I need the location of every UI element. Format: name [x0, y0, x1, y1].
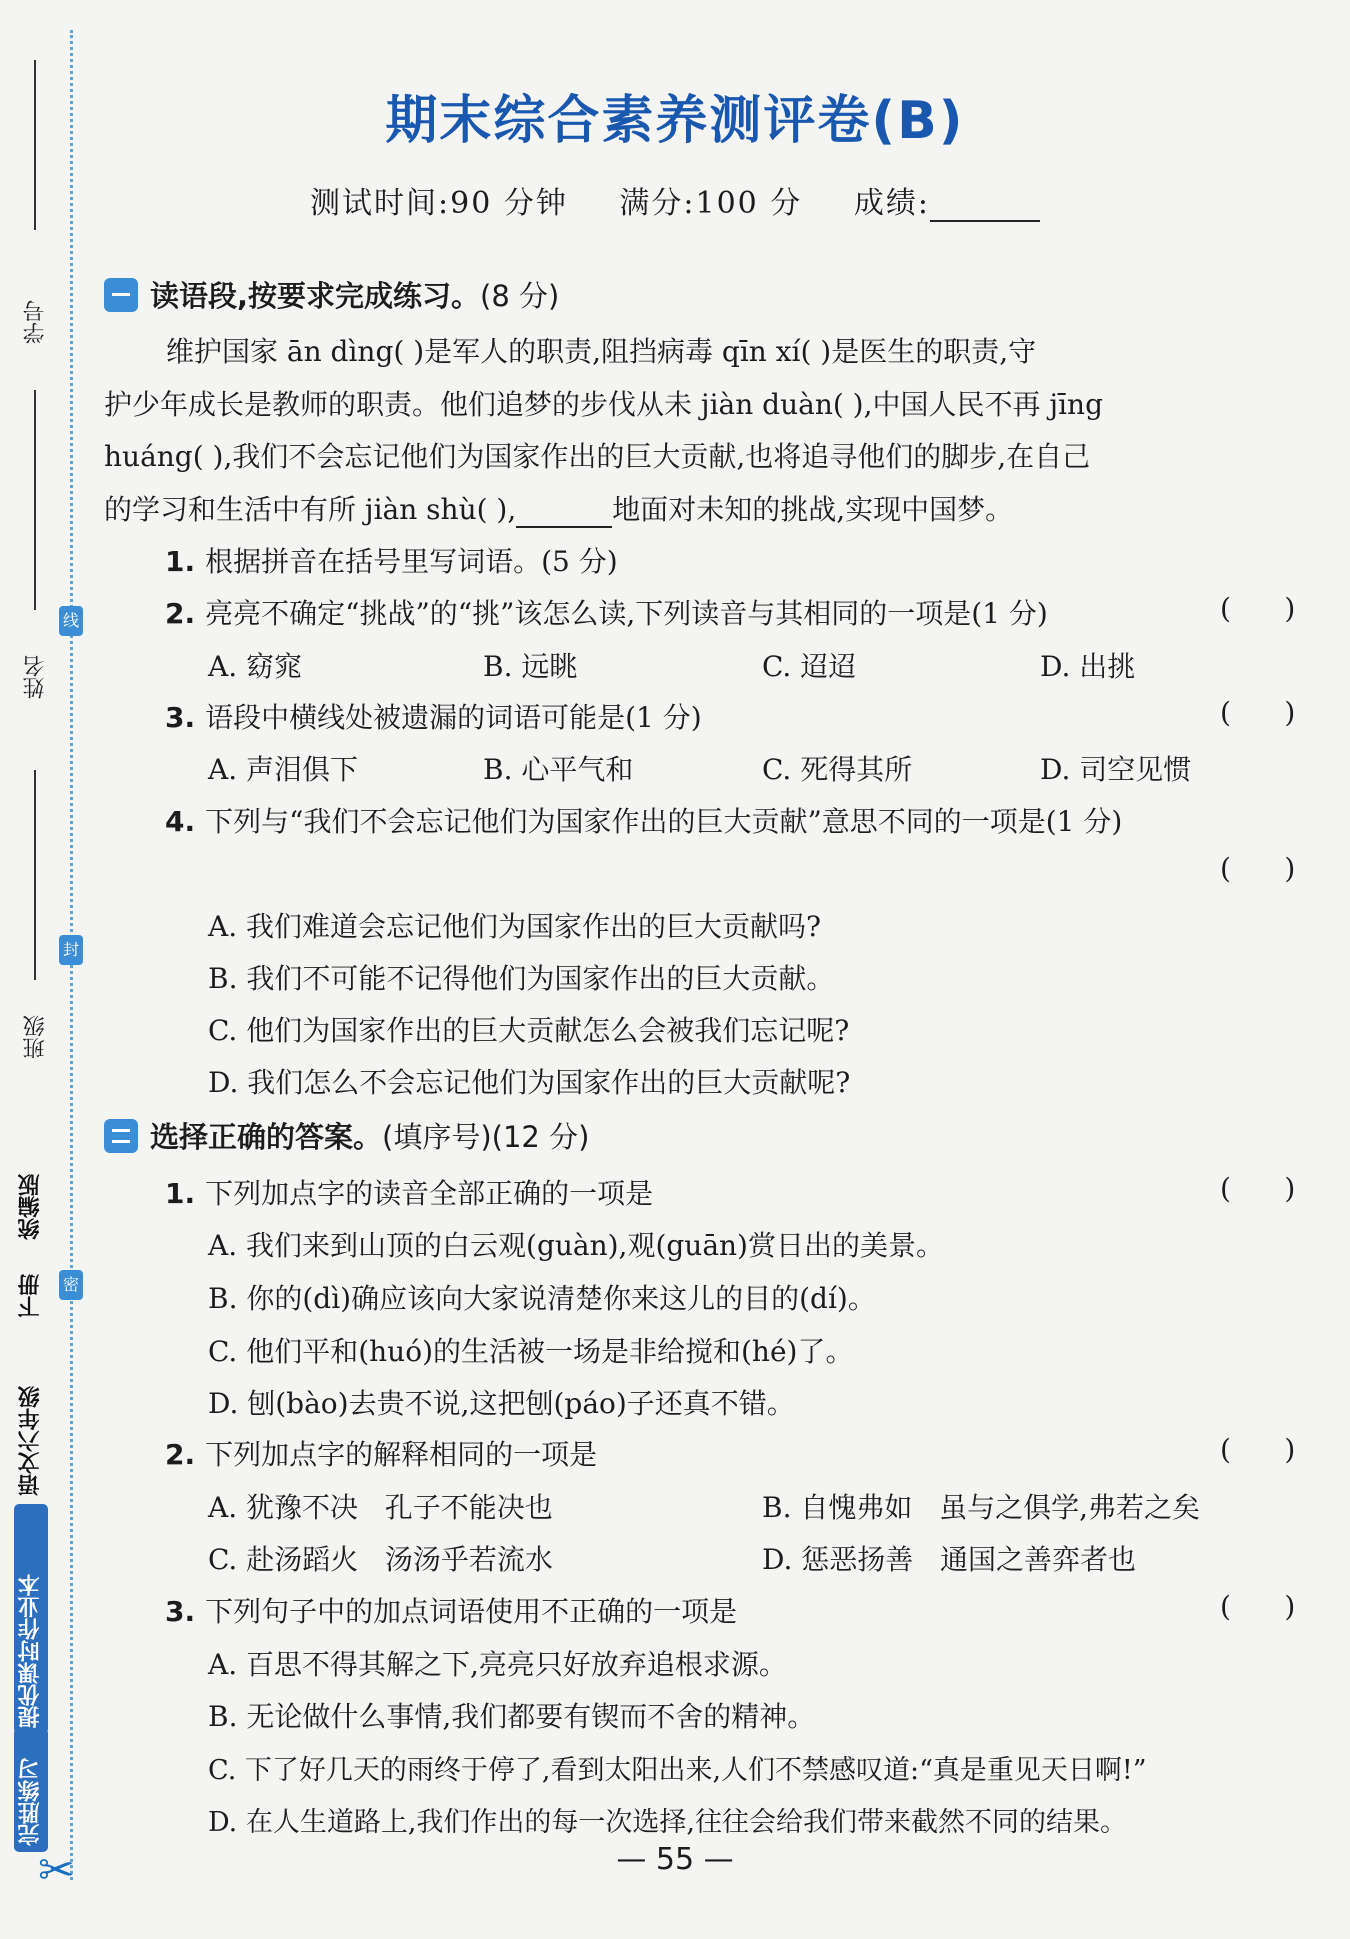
series-edition: 统编版: [18, 1174, 43, 1240]
section-two-badge: [104, 1119, 138, 1153]
series-volume: 下册: [18, 1274, 43, 1318]
s2-q3-option-a: A. 百思不得其解之下,亮亮只好放弃追根求源。: [208, 1648, 787, 1681]
passage-line-2: 护少年成长是教师的职责。他们追梦的步伐从未 jiàn duàn( ),中国人民不再 jīng: [104, 388, 1103, 421]
full-score: 满分:100 分: [619, 186, 803, 221]
exam-time: 测试时间:90 分钟: [310, 186, 568, 221]
s2-q1-answer[interactable]: ( ): [1220, 1172, 1296, 1205]
line-mark: 线: [59, 606, 83, 636]
s2-q3-answer[interactable]: ( ): [1220, 1590, 1296, 1623]
s1-q3-num: 3.: [165, 701, 196, 734]
class-label: 班级: [23, 1015, 48, 1059]
s1-q3-option-c: C. 死得其所: [762, 753, 913, 786]
series-brand: 完胜练习: [14, 1728, 48, 1852]
s2-q2-option-a: A. 犹豫不决 孔子不能决也: [208, 1491, 553, 1524]
s1-q4-option-b: B. 我们不可能不记得他们为国家作出的巨大贡献。: [208, 962, 835, 995]
s2-q3-num: 3.: [165, 1595, 196, 1628]
section-one-heading: [104, 274, 559, 315]
s1-q4-answer[interactable]: ( ): [1220, 852, 1296, 885]
s2-question-1: [165, 1172, 653, 1212]
s1-q2-option-c: C. 迢迢: [762, 650, 857, 683]
s1-question-2: [165, 592, 1048, 632]
s1-q2-num: 2.: [165, 597, 196, 630]
exam-meta: [310, 178, 1080, 222]
score-label: 成绩:: [853, 186, 930, 221]
section-one-badge: [104, 278, 138, 312]
s2-q2-option-d: D. 惩恶扬善 通国之善弈者也: [762, 1543, 1136, 1576]
s2-q3-option-c: C. 下了好几天的雨终于停了,看到太阳出来,人们不禁感叹道:“真是重见天日啊!”: [208, 1755, 1147, 1786]
s1-q2-option-a: A. 窈窕: [208, 650, 303, 683]
s1-q2-option-b: B. 远眺: [483, 650, 578, 683]
s2-question-2: [165, 1433, 597, 1473]
series-spine: [14, 1110, 54, 1846]
score-blank[interactable]: [930, 192, 1040, 222]
s2-q1-num: 1.: [165, 1177, 196, 1210]
series-book: 提优课时作业本: [14, 1504, 48, 1734]
passage-blank[interactable]: [516, 500, 612, 528]
passage-line-4-end: 地面对未知的挑战,实现中国梦。: [612, 493, 1014, 526]
s2-q2-option-c: C. 赴汤蹈火 汤汤乎若流水: [208, 1543, 553, 1576]
s1-question-3: [165, 696, 702, 736]
name-blank-line: [34, 390, 36, 610]
s2-q1-option-d: D. 刨(bào)去贵不说,这把刨(páo)子还真不错。: [208, 1387, 795, 1420]
s2-q2-text: 下列加点字的解释相同的一项是: [205, 1438, 598, 1471]
section-two-title: 选择正确的答案。: [150, 1120, 383, 1154]
class-blank-line: [34, 770, 36, 980]
s2-q2-num: 2.: [165, 1438, 196, 1471]
student-id-label: 学号: [23, 300, 48, 344]
s1-q2-answer[interactable]: ( ): [1220, 592, 1296, 625]
s1-q3-answer[interactable]: ( ): [1220, 696, 1296, 729]
s1-q4-option-a: A. 我们难道会忘记他们为国家作出的巨大贡献吗?: [208, 910, 822, 943]
s2-q2-answer[interactable]: ( ): [1220, 1433, 1296, 1466]
s2-q3-option-d: D. 在人生道路上,我们作出的每一次选择,往往会给我们带来截然不同的结果。: [208, 1807, 1128, 1838]
s2-q1-option-b: B. 你的(dì)确应该向大家说清楚你来这儿的目的(dí)。: [208, 1282, 876, 1315]
s1-q2-option-d: D. 出挑: [1040, 650, 1136, 683]
s1-q3-option-d: D. 司空见惯: [1040, 753, 1192, 786]
s1-q4-option-c: C. 他们为国家作出的巨大贡献怎么会被我们忘记呢?: [208, 1014, 850, 1047]
section-two-heading: [104, 1115, 589, 1156]
close-mark: 密: [59, 1270, 83, 1300]
s1-q4-option-d: D. 我们怎么不会忘记他们为国家作出的巨大贡献呢?: [208, 1066, 851, 1099]
section-two-points: (填序号)(12 分): [382, 1120, 590, 1154]
s1-q3-text: 语段中横线处被遗漏的词语可能是(1 分): [205, 701, 702, 734]
s2-q1-option-a: A. 我们来到山顶的白云观(guàn),观(guān)赏日出的美景。: [208, 1229, 944, 1262]
series-grade: 语文六年级: [18, 1386, 43, 1496]
s2-q1-option-c: C. 他们平和(huó)的生活被一场是非给搅和(hé)了。: [208, 1335, 854, 1368]
passage-line-3: huáng( ),我们不会忘记他们为国家作出的巨大贡献,也将追寻他们的脚步,在自己: [104, 440, 1091, 473]
s1-q2-text: 亮亮不确定“挑战”的“挑”该怎么读,下列读音与其相同的一项是(1 分): [205, 597, 1048, 630]
seal-mark: 封: [59, 935, 83, 965]
s1-question-4: [165, 800, 1122, 840]
passage-line-4-start: 的学习和生活中有所 jiàn shù( ),: [104, 493, 517, 526]
binding-margin: [0, 0, 90, 1939]
section-one-title: 读语段,按要求完成练习。: [150, 279, 481, 313]
s2-q2-option-b: B. 自愧弗如 虽与之俱学,弗若之矣: [762, 1491, 1200, 1524]
s1-q4-text: 下列与“我们不会忘记他们为国家作出的巨大贡献”意思不同的一项是(1 分): [205, 805, 1123, 838]
student-name-label: 姓名: [23, 655, 48, 699]
s1-q4-num: 4.: [165, 805, 196, 838]
page-number: — 55 —: [616, 1842, 734, 1877]
s2-question-3: [165, 1590, 737, 1630]
s1-q3-option-b: B. 心平气和: [483, 753, 634, 786]
s2-q3-option-b: B. 无论做什么事情,我们都要有锲而不舍的精神。: [208, 1700, 816, 1733]
s1-q3-option-a: A. 声泪俱下: [208, 753, 359, 786]
s1-question-1: [165, 540, 618, 580]
scissors-icon: ✂: [38, 1845, 75, 1896]
s2-q3-text: 下列句子中的加点词语使用不正确的一项是: [205, 1595, 738, 1628]
s2-q1-text: 下列加点字的读音全部正确的一项是: [205, 1177, 654, 1210]
section-one-points: (8 分): [480, 279, 560, 313]
s1-q1-text: 根据拼音在括号里写词语。(5 分): [205, 545, 618, 578]
passage-line-4: [104, 488, 1314, 528]
s1-q1-num: 1.: [165, 545, 196, 578]
passage-line-1: 维护国家 ān dìng( )是军人的职责,阻挡病毒 qīn xí( )是医生的职责,守: [166, 335, 1037, 368]
page-title: 期末综合素养测评卷(B): [385, 91, 965, 151]
